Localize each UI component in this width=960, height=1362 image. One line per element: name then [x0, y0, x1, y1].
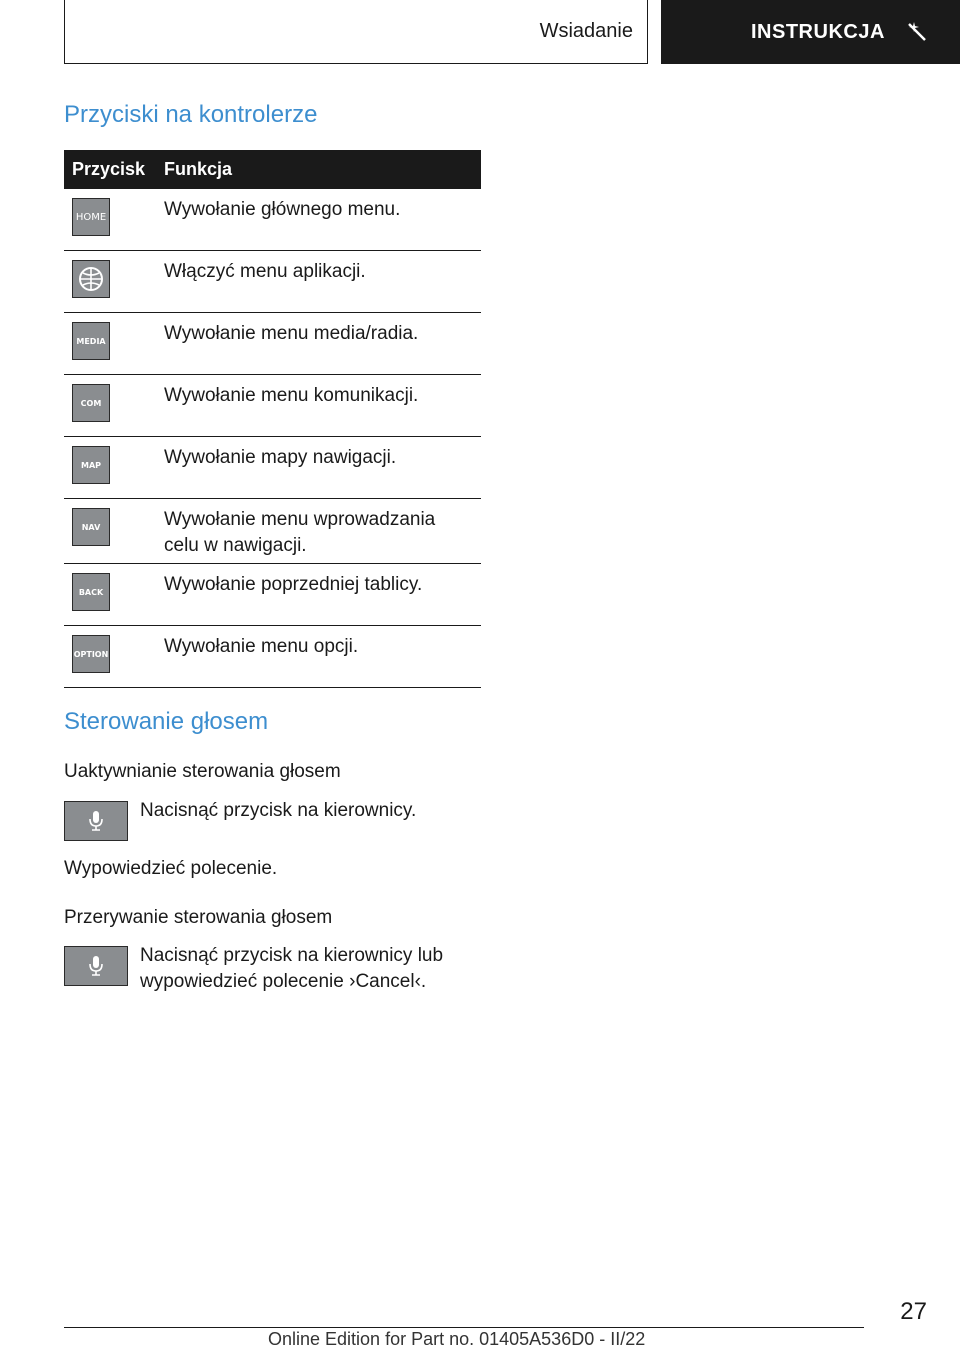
chapter-title: Wsiadanie	[539, 20, 633, 42]
table-row	[64, 437, 481, 499]
home-button-icon: HOME	[72, 198, 110, 236]
table-row	[64, 189, 481, 251]
row-function: Wywołanie poprzedniej tablicy.	[164, 574, 423, 595]
row-function: Wywołanie menu media/radia.	[164, 323, 419, 344]
table-header	[64, 150, 481, 189]
table-row	[64, 375, 481, 437]
row-function: Wywołanie menu wprowadzania celu w nawigacji.	[164, 509, 436, 556]
option-button-icon: OPTION	[72, 635, 110, 673]
media-button-icon: MEDIA	[72, 322, 110, 360]
section-tab	[661, 0, 960, 64]
header-function: Funkcja	[164, 159, 233, 179]
page-number: 27	[900, 1298, 927, 1325]
table-row	[64, 313, 481, 375]
edition-note: Online Edition for Part no. 01405A536D0 - II/22	[268, 1329, 646, 1349]
table-row	[64, 499, 481, 564]
controller-heading: Przyciski na kontrolerze	[64, 101, 318, 128]
voice-heading: Sterowanie głosem	[64, 708, 269, 735]
cancel-step	[64, 943, 480, 995]
activate-step-text: Nacisnąć przycisk na kierownicy.	[140, 800, 417, 821]
map-button-icon: MAP	[72, 446, 110, 484]
speak-step: Wypowiedzieć polecenie.	[64, 858, 278, 879]
section-title: INSTRUKCJA	[751, 20, 885, 43]
row-function: Wywołanie głównego menu.	[164, 199, 401, 220]
row-function: Wywołanie menu opcji.	[164, 636, 359, 657]
cancel-title: Przerywanie sterowania głosem	[64, 907, 333, 928]
controller-table	[64, 150, 481, 688]
activate-title: Uaktywnianie sterowania głosem	[64, 761, 341, 782]
chapter-tab	[64, 0, 648, 64]
nav-button-icon: NAV	[72, 508, 110, 546]
back-button-icon: BACK	[72, 573, 110, 611]
globe-icon	[72, 260, 110, 298]
row-function: Wywołanie menu komunikacji.	[164, 385, 419, 406]
com-button-icon: COM	[72, 384, 110, 422]
row-function: Wywołanie mapy nawigacji.	[164, 447, 397, 468]
microphone-button-icon	[64, 801, 128, 841]
table-row	[64, 626, 481, 688]
table-row	[64, 564, 481, 626]
row-function: Włączyć menu aplikacji.	[164, 261, 366, 282]
header-button: Przycisk	[72, 159, 146, 179]
microphone-button-icon	[64, 946, 128, 986]
activate-step	[64, 798, 480, 841]
sparkle-wand-icon	[905, 20, 929, 44]
table-row	[64, 251, 481, 313]
cancel-step-text: Nacisnąć przycisk na kierownicy lub wypowiedzieć polecenie ›Cancel‹.	[140, 945, 444, 992]
footer-divider	[64, 1327, 864, 1328]
